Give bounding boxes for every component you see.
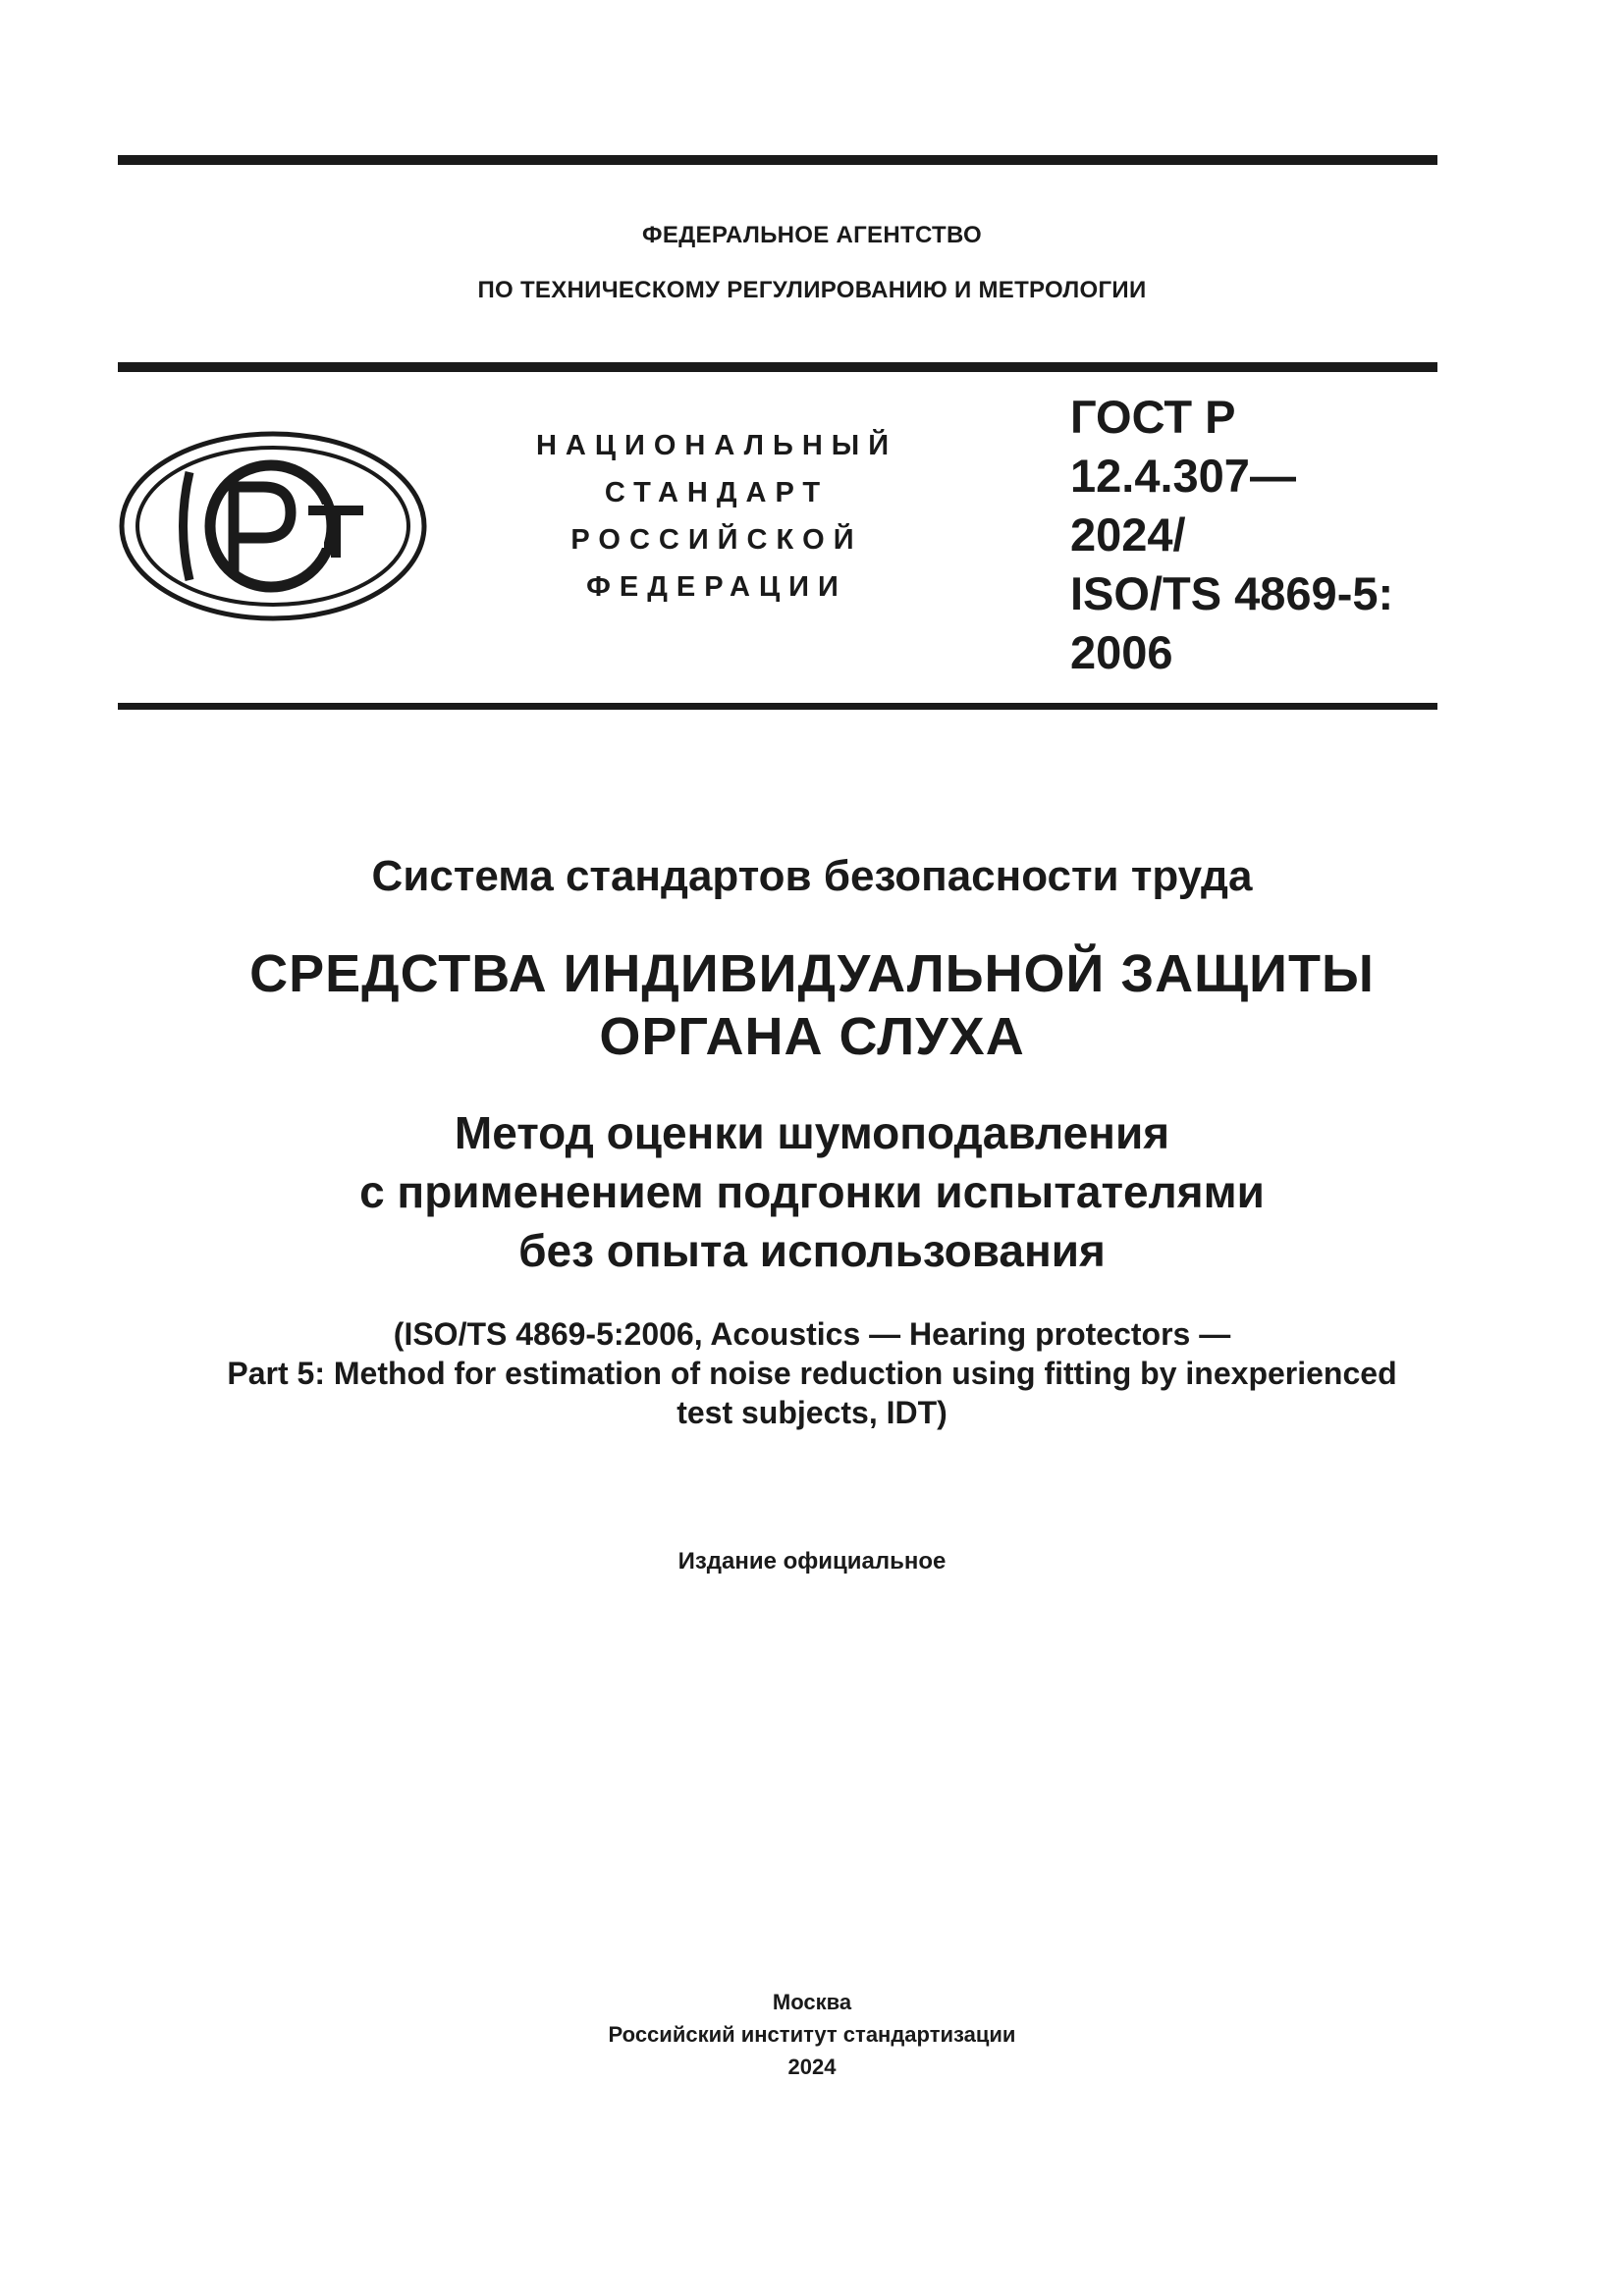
top-rule <box>118 155 1437 165</box>
designation-line: ISO/TS 4869-5: <box>1070 567 1394 619</box>
designation-rule <box>118 703 1437 710</box>
subtitle-line: Метод оценки шумоподавления <box>454 1107 1170 1158</box>
rst-certification-mark-icon <box>116 428 430 624</box>
iso-reference-line: Part 5: Method for estimation of noise reduction using fitting by inexperienced <box>227 1356 1397 1391</box>
iso-reference-line: (ISO/TS 4869-5:2006, Acoustics — Hearing protectors — <box>393 1316 1231 1352</box>
imprint-city: Москва <box>772 1990 852 2014</box>
agency-name-line-2: ПО ТЕХНИЧЕСКОМУ РЕГУЛИРОВАНИЮ И МЕТРОЛОГИИ <box>477 277 1147 303</box>
header-rule <box>118 362 1437 372</box>
iso-reference-line: test subjects, IDT) <box>677 1395 947 1430</box>
imprint <box>0 1986 1624 2083</box>
main-title-line: СРЕДСТВА ИНДИВИДУАЛЬНОЙ ЗАЩИТЫ <box>249 944 1375 1003</box>
designation-line: ГОСТ Р <box>1070 391 1236 443</box>
imprint-year: 2024 <box>787 2055 837 2079</box>
designation-line: 12.4.307— <box>1070 450 1296 502</box>
subtitle <box>0 1103 1624 1280</box>
designation-line: 2024/ <box>1070 508 1186 561</box>
national-standard-line: ФЕДЕРАЦИИ <box>586 571 847 603</box>
edition-label: Издание официальное <box>677 1548 947 1575</box>
national-standard-label <box>511 422 923 611</box>
main-title-line: ОРГАНА СЛУХА <box>599 1007 1025 1066</box>
national-standard-line: СТАНДАРТ <box>604 477 830 508</box>
imprint-publisher: Российский институт стандартизации <box>608 2022 1016 2047</box>
subtitle-line: с применением подгонки испытателями <box>359 1166 1265 1217</box>
national-standard-line: НАЦИОНАЛЬНЫЙ <box>535 430 898 461</box>
main-title <box>0 942 1624 1068</box>
national-standard-line: РОССИЙСКОЙ <box>570 524 863 556</box>
subtitle-line: без опыта использования <box>518 1225 1106 1276</box>
designation-line: 2006 <box>1070 626 1173 678</box>
agency-name-line-1: ФЕДЕРАЛЬНОЕ АГЕНТСТВО <box>642 222 982 248</box>
series-title: Система стандартов безопасности труда <box>371 852 1253 900</box>
standard-designation <box>1070 388 1424 682</box>
iso-reference <box>0 1314 1624 1432</box>
